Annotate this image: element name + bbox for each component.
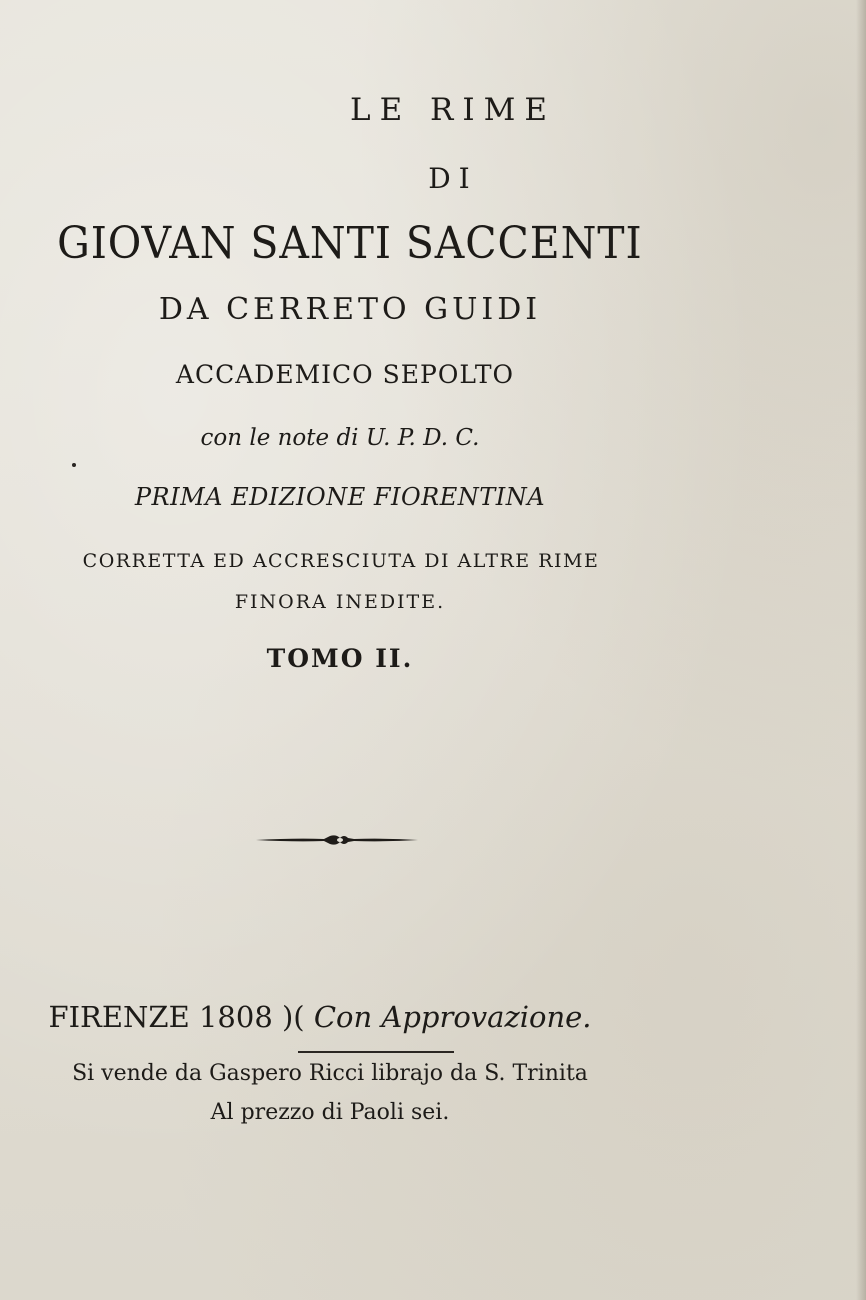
imprint-rule bbox=[298, 1051, 454, 1053]
notes-line: con le note di U. P. D. C. bbox=[200, 425, 480, 451]
corrected-line: CORRETTA ED ACCRESCIUTA DI ALTRE RIME bbox=[82, 550, 600, 572]
preposition-di: DI bbox=[428, 162, 478, 195]
unpublished-line: FINORA INEDITE. bbox=[234, 591, 446, 613]
approval: Con Approvazione. bbox=[313, 1000, 592, 1034]
volume-line: TOMO II. bbox=[266, 644, 414, 673]
academy-line: ACCADEMICO SEPOLTO bbox=[175, 360, 515, 389]
price-line: Al prezzo di Paoli sei. bbox=[210, 1100, 450, 1125]
place-year: FIRENZE 1808 )( bbox=[48, 1000, 305, 1034]
seller-line: Si vende da Gaspero Ricci librajo da S. Trinita bbox=[72, 1061, 588, 1086]
author-origin: DA CERRETO GUIDI bbox=[158, 292, 542, 327]
author-name: GIOVAN SANTI SACCENTI bbox=[57, 218, 643, 269]
edition-line: PRIMA EDIZIONE FIORENTINA bbox=[134, 483, 546, 511]
book-title: LE RIME bbox=[349, 92, 557, 128]
ink-speck bbox=[72, 463, 76, 467]
page-edge bbox=[856, 0, 866, 1300]
imprint-line bbox=[0, 1000, 640, 1034]
ornament-divider-icon bbox=[254, 830, 420, 850]
